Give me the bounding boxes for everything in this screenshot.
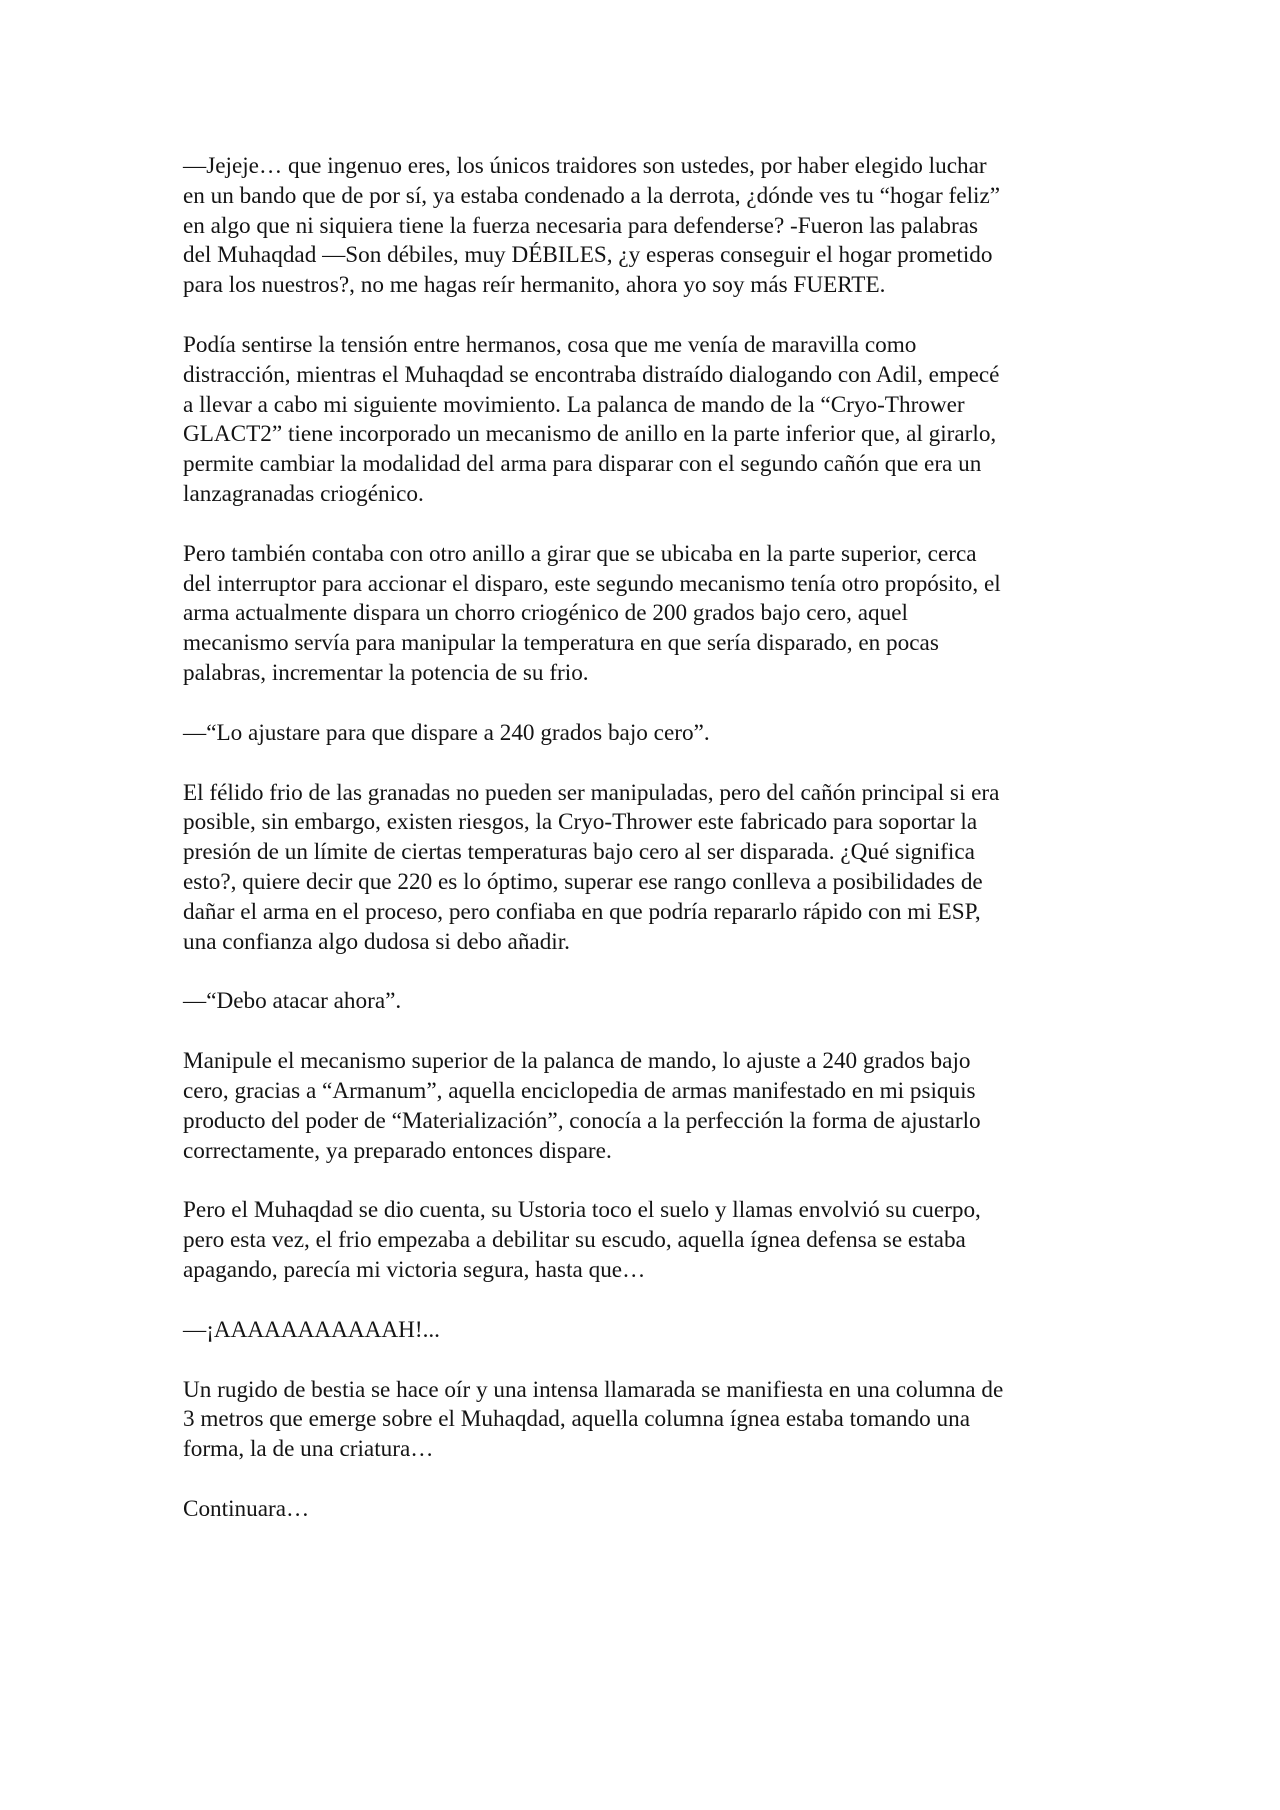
paragraph-risks: El félido frio de las granadas no pueden ser manipuladas, pero del cañón principal si era posible, sin embargo, existen riesgos, la Cryo-Thrower este fabricado para soportar la presión de un límite de ciertas temperaturas bajo cero al ser disparada. ¿Qué significa esto?, quiere decir que 220 es lo óptimo, superar ese rango conlleva a posibilidades de dañar el arma en el proceso, pero confiaba en que podría repararlo rápido con mi ESP, una confianza algo dudosa si debo añadir.: [183, 779, 1000, 955]
paragraph-manipulate-mechanism: Manipule el mecanismo superior de la palanca de mando, lo ajuste a 240 grados bajo cero, gracias a “Armanum”, aquella enciclopedia de armas manifestado en mi psiquis producto del poder de “Materialización”, conocía a la perfección la forma de ajustarlo correctamente, ya preparado entonces dispare.: [183, 1048, 981, 1164]
paragraph-tension-brothers: Podía sentirse la tensión entre hermanos, cosa que me venía de maravilla como distracción, mientras el Muhaqdad se encontraba distraído dialogando con Adil, empecé a llevar a cabo mi siguiente movimiento. La palanca de mando de la “Cryo-Thrower GLACT2” tiene incorporado un mecanismo de anillo en la parte inferior que, al girarlo, permite cambiar la modalidad del arma para disparar con el segundo cañón que era un lanzagranadas criogénico.: [183, 331, 1000, 507]
paragraph-adjust-thought: —“Lo ajustare para que dispare a 240 grados bajo cero”.: [183, 719, 710, 746]
story-text: [183, 152, 1103, 1555]
paragraph-roar-column: Un rugido de bestia se hace oír y una intensa llamarada se manifiesta en una columna de 3 metros que emerge sobre el Muhaqdad, aquella columna ígnea estaba tomando una forma, la de una criatura…: [183, 1376, 1004, 1463]
paragraph-second-ring: Pero también contaba con otro anillo a girar que se ubicaba en la parte superior, cerca del interruptor para accionar el disparo, este segundo mecanismo tenía otro propósito, el arma actualmente dispara un chorro criogénico de 200 grados bajo cero, aquel mecanismo servía para manipular la temperatura en que sería disparado, en pocas palabras, incrementar la potencia de su frio.: [183, 540, 1001, 686]
paragraph-to-be-continued: Continuara…: [183, 1495, 310, 1522]
paragraph-shield-weakening: Pero el Muhaqdad se dio cuenta, su Ustoria toco el suelo y llamas envolvió su cuerpo, pero esta vez, el frio empezaba a debilitar su escudo, aquella ígnea defensa se estaba apagando, parecía mi victoria segura, hasta que…: [183, 1197, 981, 1283]
paragraph-scream: —¡AAAAAAAAAAAH!...: [183, 1316, 440, 1343]
paragraph-attack-thought: —“Debo atacar ahora”.: [183, 988, 402, 1015]
paragraph-dialogue-traitors: —Jejeje… que ingenuo eres, los únicos traidores son ustedes, por haber elegido luchar en un bando que de por sí, ya estaba condenado a la derrota, ¿dónde ves tu “hogar feliz” en algo que ni siquiera tiene la fuerza necesaria para defenderse? -Fueron las palabras del Muhaqdad —Son débiles, muy DÉBILES, ¿y esperas conseguir el hogar prometido para los nuestros?, no me hagas reír hermanito, ahora yo soy más FUERTE.: [183, 153, 1001, 299]
